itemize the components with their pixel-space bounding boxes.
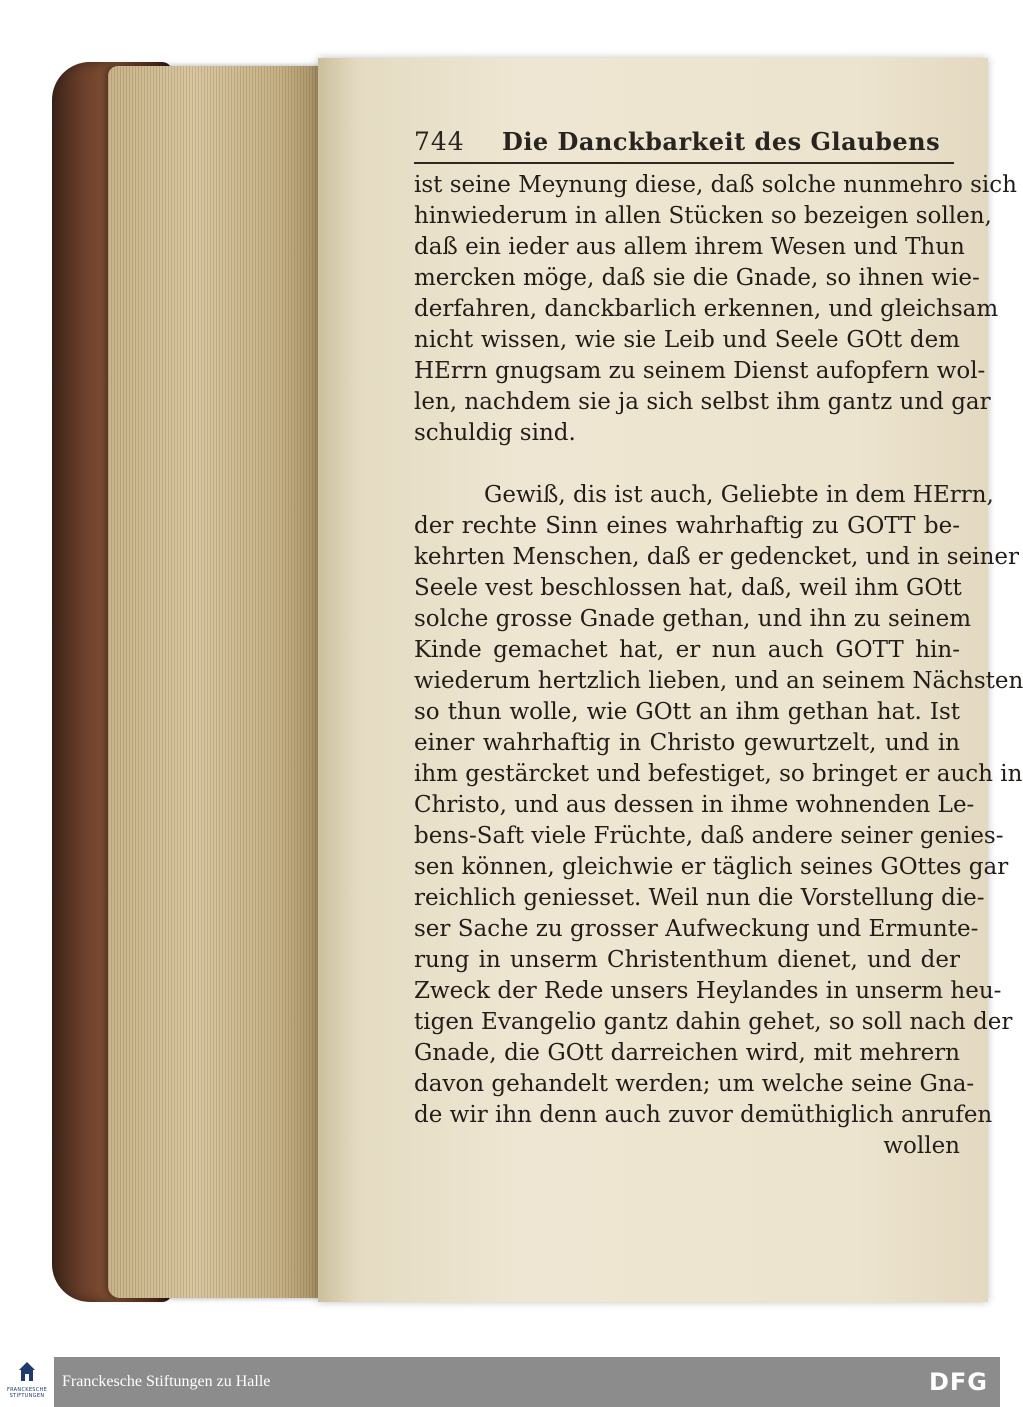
text-line: hinwiederum in allen Stücken so bezeigen sollen, <box>414 203 992 229</box>
institution-logo[interactable] <box>0 1357 54 1407</box>
catchword: wollen <box>883 1133 960 1159</box>
text-line: Gnade, die GOtt darreichen wird, mit mehrern <box>414 1040 960 1066</box>
text-line: der rechte Sinn eines wahrhaftig zu GOTT be- <box>414 513 960 539</box>
text-line: len, nachdem sie ja sich selbst ihm gantz und gar <box>414 389 991 415</box>
orphanage-building-icon <box>19 1361 35 1383</box>
page-header <box>414 126 954 158</box>
paragraph-2 <box>414 480 1023 1131</box>
text-line: Kinde gemachet hat, er nun auch GOTT hin- <box>414 637 960 663</box>
paragraph-1 <box>414 170 1017 449</box>
text-line: kehrten Menschen, daß er gedencket, und in seiner <box>414 544 1019 570</box>
text-line: derfahren, danckbarlich erkennen, und gleichsam <box>414 296 999 322</box>
header-rule <box>414 162 954 164</box>
institution-name[interactable]: Franckesche Stiftungen zu Halle <box>62 1373 271 1390</box>
text-line: mercken möge, daß sie die Gnade, so ihnen wie- <box>414 265 980 291</box>
text-line: Gewiß, dis ist auch, Geliebte in dem HErrn, <box>484 482 994 508</box>
text-line: tigen Evangelio gantz dahin gehet, so soll nach der <box>414 1009 1013 1035</box>
text-line: davon gehandelt werden; um welche seine Gna- <box>414 1071 975 1097</box>
dfg-logo[interactable]: DFG <box>928 1368 988 1396</box>
text-line: wiederum hertzlich lieben, und an seinem Nächsten <box>414 668 1023 694</box>
text-line: Zweck der Rede unsers Heylandes in unserm heu- <box>414 978 1002 1004</box>
text-line: reichlich geniesset. Weil nun die Vorstellung die- <box>414 885 985 911</box>
text-line: so thun wolle, wie GOtt an ihm gethan hat. Ist <box>414 699 960 725</box>
text-line: einer wahrhaftig in Christo gewurtzelt, und in <box>414 730 960 756</box>
text-line: Seele vest beschlossen hat, daß, weil ihm GOtt <box>414 575 962 601</box>
text-line: ser Sache zu grosser Aufweckung und Ermunte- <box>414 916 979 942</box>
paragraph-gap <box>414 449 960 480</box>
text-line: ihm gestärcket und befestiget, so bringet er auch in <box>414 761 1023 787</box>
text-line: Christo, und aus dessen in ihme wohnenden Le- <box>414 792 975 818</box>
logo-text: FRANCKESCHE STIFTUNGEN <box>6 1387 48 1399</box>
text-line: solche grosse Gnade gethan, und ihn zu seinem <box>414 606 971 632</box>
footer-bar <box>0 1357 1000 1407</box>
text-line: daß ein ieder aus allem ihrem Wesen und Thun <box>414 234 965 260</box>
text-line: sen können, gleichwie er täglich seines GOttes gar <box>414 854 1009 880</box>
running-title: Die Danckbarkeit des Glaubens <box>502 127 941 156</box>
text-line: nicht wissen, wie sie Leib und Seele GOtt dem <box>414 327 960 353</box>
text-line: HErrn gnugsam zu seinem Dienst aufopfern wol- <box>414 358 986 384</box>
text-line: de wir ihn denn auch zuvor demüthiglich anrufen <box>414 1102 993 1128</box>
page-edges <box>108 66 323 1298</box>
text-line: schuldig sind. <box>414 420 576 446</box>
text-line: ist seine Meynung diese, daß solche nunmehro sich <box>414 172 1017 198</box>
text-line: rung in unserm Christenthum dienet, und der <box>414 947 960 973</box>
body-text <box>414 170 1023 1162</box>
page-number: 744 <box>414 127 465 156</box>
text-line: bens-Saft viele Früchte, daß andere seiner genies- <box>414 823 1004 849</box>
